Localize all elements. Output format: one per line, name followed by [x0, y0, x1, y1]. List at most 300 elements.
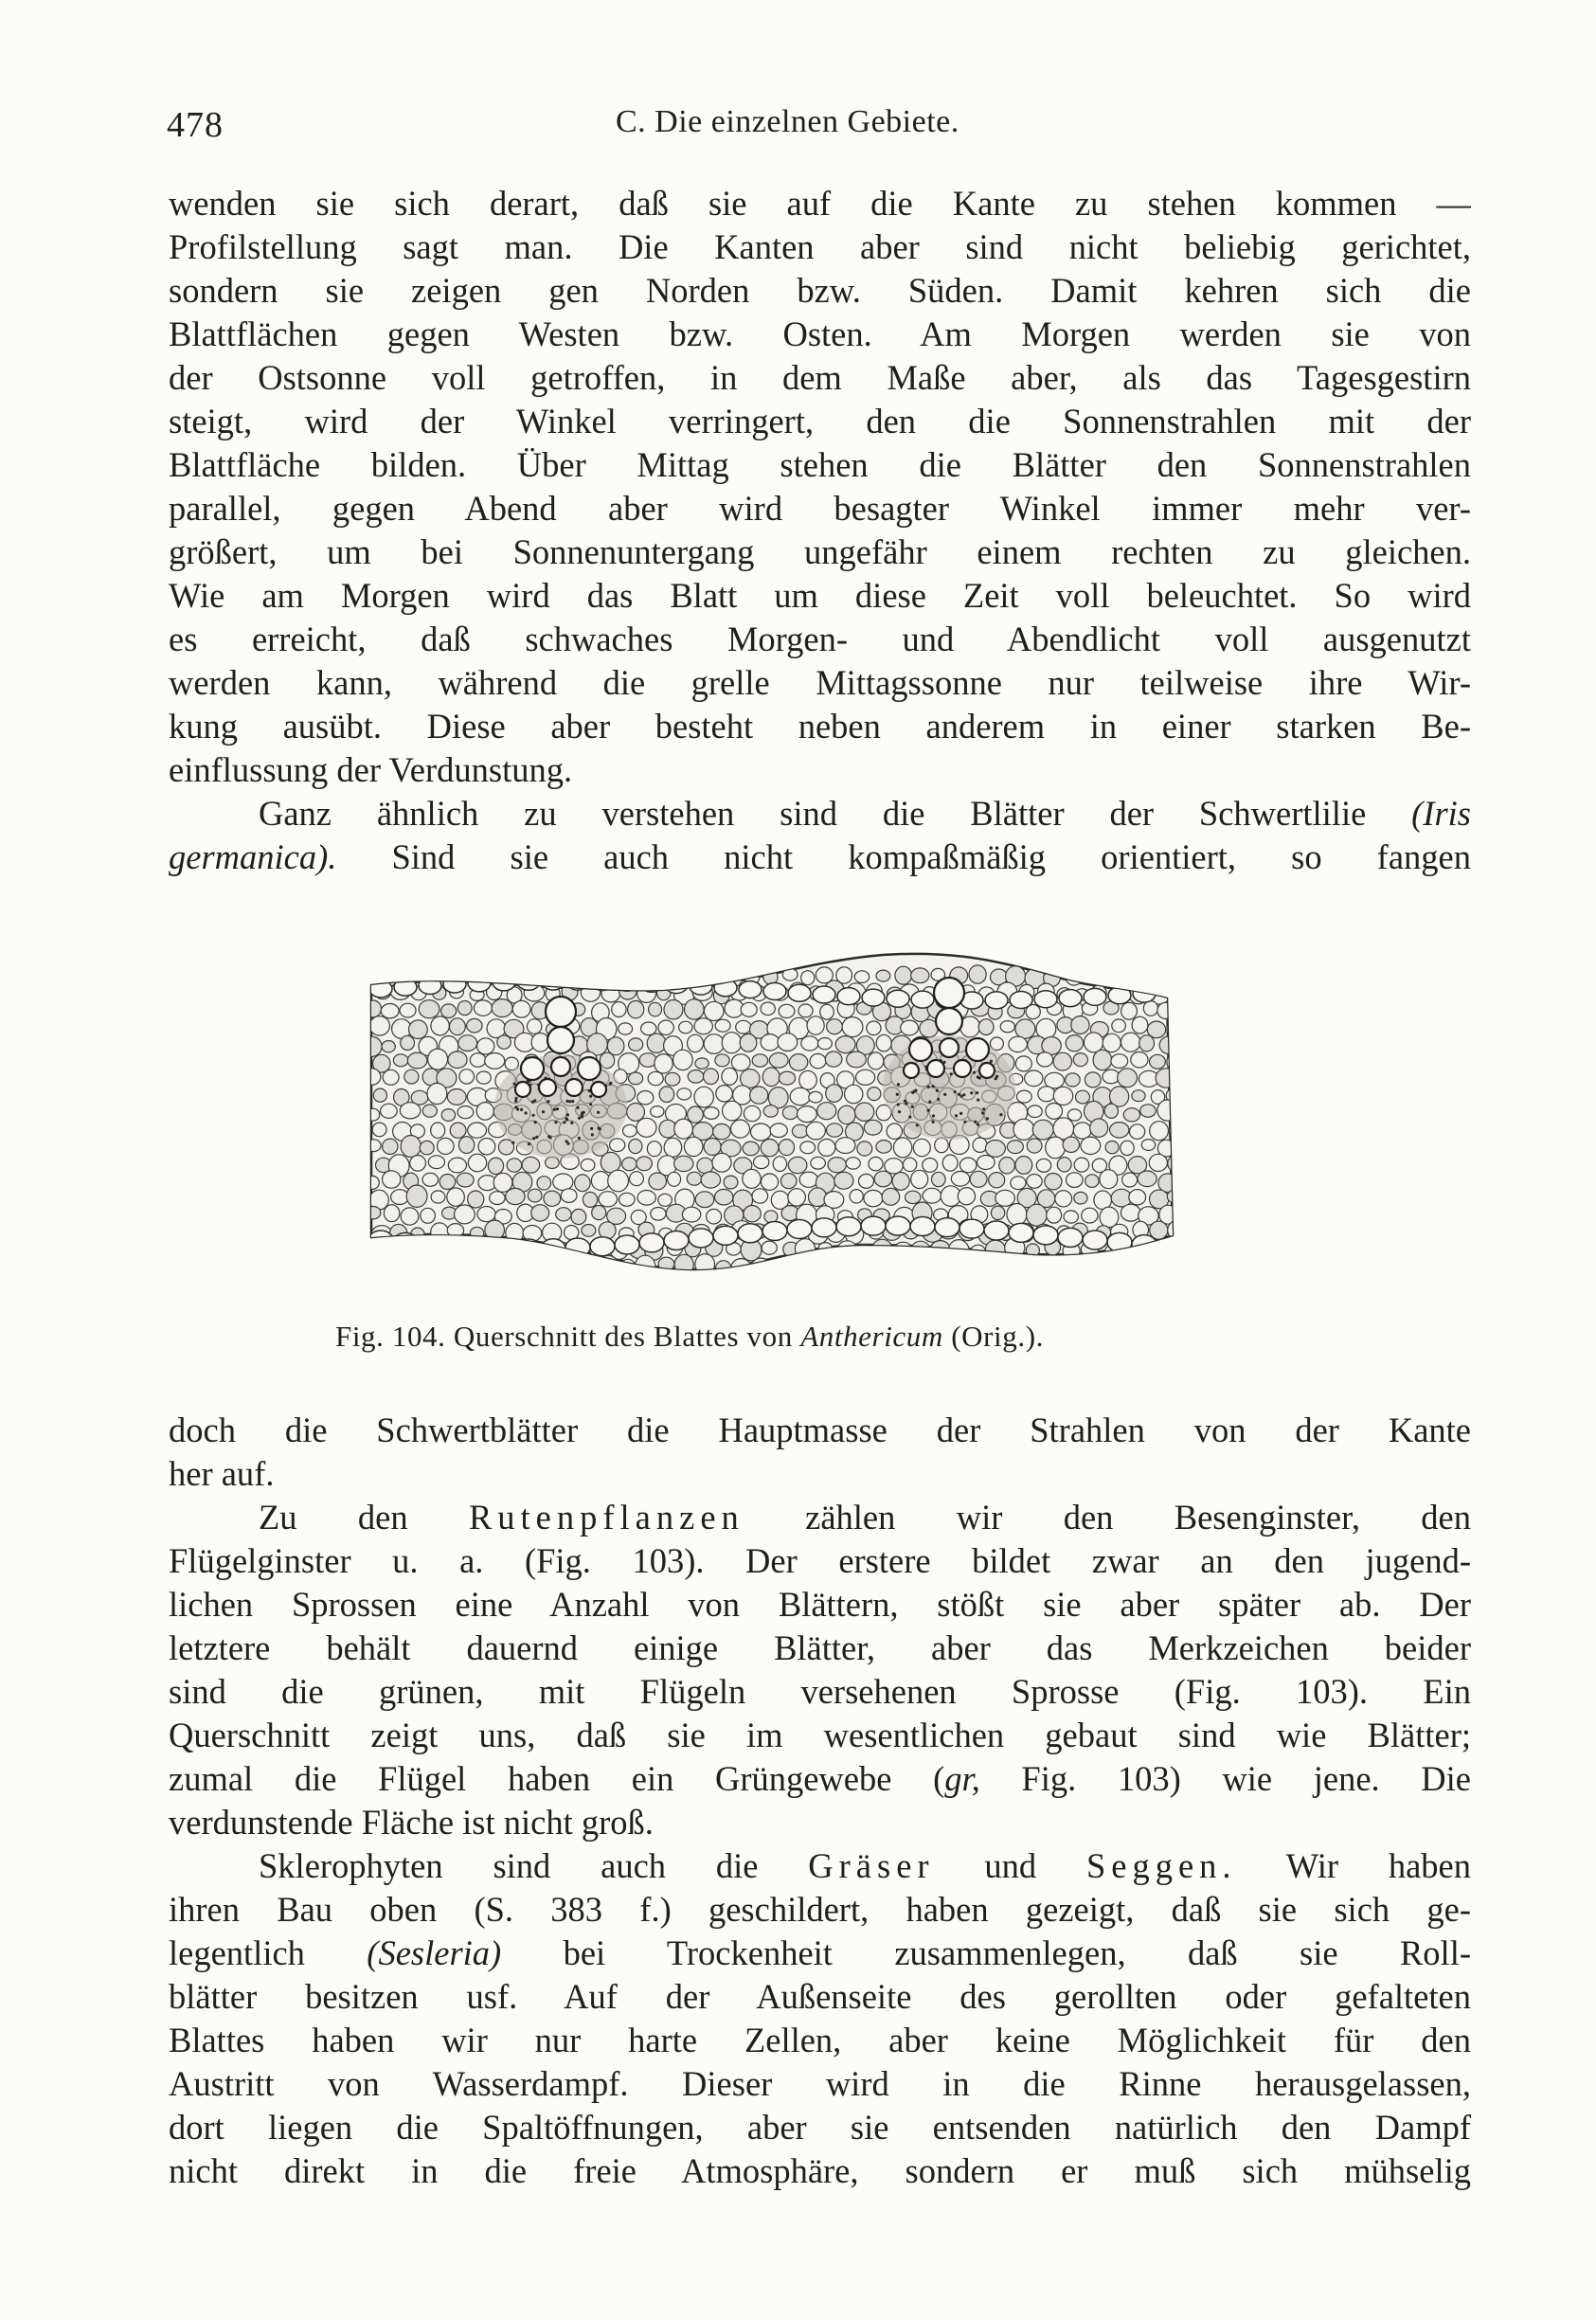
mesophyll-cell	[894, 1242, 912, 1257]
mesophyll-cell	[701, 1172, 721, 1188]
text-line: Flügelginster u. a. (Fig. 103). Der erstere bildet zwar an den jugend-	[169, 1541, 1471, 1580]
mesophyll-cell	[1067, 1109, 1081, 1121]
mesophyll-cell	[468, 1154, 486, 1172]
mesophyll-cell	[1082, 1208, 1098, 1223]
xylem-vessel	[515, 1082, 530, 1097]
mesophyll-cell	[751, 1124, 771, 1141]
epidermis-cell	[419, 977, 441, 994]
mesophyll-cell	[779, 1004, 795, 1017]
mesophyll-cell	[715, 1054, 729, 1067]
mesophyll-cell	[623, 1124, 637, 1137]
mesophyll-cell	[1027, 1204, 1048, 1226]
mesophyll-cell	[1118, 1069, 1138, 1088]
mesophyll-cell	[1149, 1154, 1167, 1171]
mesophyll-cell	[867, 1021, 881, 1035]
xylem-vessel	[551, 1057, 570, 1076]
text-line: verdunstende Fläche ist nicht groß.	[169, 1803, 654, 1842]
mesophyll-cell	[959, 1158, 977, 1173]
mesophyll-cell	[762, 1241, 777, 1254]
mesophyll-cell	[492, 999, 512, 1017]
mesophyll-cell	[383, 1171, 401, 1188]
mesophyll-cell	[715, 1019, 730, 1032]
mesophyll-cell	[999, 1158, 1015, 1174]
mesophyll-cell	[468, 1191, 484, 1208]
text-line: Profilstellung sagt man. Die Kanten aber sind nicht beliebig gerichtet,	[169, 227, 1471, 266]
mesophyll-cell	[722, 1033, 742, 1053]
mesophyll-cell	[610, 1139, 625, 1152]
text-line	[169, 1932, 1471, 1975]
mesophyll-cell	[637, 1118, 656, 1137]
text-run: Sklerophyten sind auch die	[259, 1846, 809, 1885]
text-line: Querschnitt zeigt uns, daß sie im wesentlichen gebaut sind wie Blätter;	[169, 1716, 1471, 1754]
mesophyll-cell	[525, 1259, 538, 1270]
mesophyll-cell	[1090, 1119, 1108, 1137]
mesophyll-cell	[958, 1188, 975, 1205]
mesophyll-cell	[1055, 1258, 1071, 1274]
mesophyll-cell	[798, 1004, 813, 1017]
mesophyll-cell	[695, 1058, 708, 1069]
mesophyll-cell	[498, 1140, 513, 1155]
mesophyll-cell	[778, 1034, 798, 1052]
mesophyll-cell	[532, 965, 552, 985]
mesophyll-cell	[512, 1000, 530, 1017]
mesophyll-cell	[366, 1207, 380, 1219]
mesophyll-cell	[384, 1205, 399, 1222]
phloem-dot	[542, 1110, 545, 1113]
mesophyll-cell	[1100, 1170, 1118, 1189]
mesophyll-cell	[911, 968, 929, 983]
mesophyll-cell	[761, 1002, 775, 1016]
mesophyll-cell	[363, 1069, 381, 1086]
text-line: nicht direkt in die freie Atmosphäre, sondern er muß sich mühselig	[169, 2151, 1471, 2190]
mesophyll-cell	[704, 1069, 719, 1085]
mesophyll-cell	[410, 1156, 426, 1172]
mesophyll-cell	[1139, 1035, 1155, 1052]
mesophyll-cell	[1066, 1073, 1081, 1087]
epidermis-cell	[813, 986, 835, 1003]
mesophyll-cell	[684, 1137, 703, 1156]
mesophyll-cell	[750, 1087, 768, 1104]
text-line: größert, um bei Sonnenuntergang ungefähr einem rechten zu gleichen.	[169, 532, 1471, 571]
mesophyll-cell	[704, 1034, 724, 1054]
mesophyll-cell	[612, 1002, 626, 1017]
phloem-dot	[578, 1117, 581, 1120]
epidermis-cell	[640, 975, 663, 992]
mesophyll-cell	[637, 1157, 653, 1171]
mesophyll-cell	[664, 967, 681, 983]
mesophyll-cell	[1075, 1255, 1093, 1273]
epidermis-cell	[1133, 985, 1156, 1002]
mesophyll-cell	[731, 1054, 750, 1071]
mesophyll-cell	[439, 1175, 456, 1190]
epidermis-cell	[565, 1238, 590, 1257]
mesophyll-cell	[457, 1106, 474, 1119]
mesophyll-cell	[704, 1001, 724, 1020]
mesophyll-cell	[806, 1122, 825, 1140]
mesophyll-cell	[1122, 969, 1138, 981]
mesophyll-cell	[872, 1239, 891, 1256]
mesophyll-cell	[656, 985, 671, 1000]
text-run: Ganz ähnlich zu verstehen sind die Blätter der Schwertlilie	[259, 794, 1412, 833]
mesophyll-cell	[826, 1085, 843, 1103]
mesophyll-cell	[509, 1255, 525, 1272]
mesophyll-cell	[835, 1036, 855, 1053]
xylem-vessel	[934, 978, 964, 1008]
phloem-dot	[581, 1115, 583, 1118]
mesophyll-cell	[528, 1019, 542, 1034]
mesophyll-cell	[743, 1169, 761, 1188]
mesophyll-cell	[588, 966, 609, 986]
phloem-dot	[589, 1103, 592, 1106]
mesophyll-cell	[571, 1209, 586, 1224]
epidermis-cell	[787, 1219, 812, 1238]
caption-prefix: Fig. 104. Querschnitt des Blattes von	[335, 1320, 801, 1353]
mesophyll-cell	[575, 1175, 591, 1192]
mesophyll-cell	[448, 1052, 467, 1069]
mesophyll-cell	[1032, 1120, 1053, 1140]
mesophyll-cell	[1028, 1106, 1042, 1118]
phloem-dot	[928, 1101, 931, 1104]
mesophyll-cell	[1157, 1240, 1175, 1256]
spaced-term: Rutenpflanzen	[468, 1498, 744, 1537]
phloem-dot	[547, 1135, 550, 1138]
mesophyll-cell	[507, 1159, 522, 1172]
mesophyll-cell	[450, 1018, 466, 1035]
mesophyll-cell	[556, 1208, 571, 1221]
mesophyll-cell	[367, 1108, 380, 1121]
mesophyll-cell	[744, 1206, 761, 1222]
text-run: zählen wir den Besenginster, den	[744, 1498, 1471, 1537]
phloem-dot	[970, 1091, 973, 1094]
mesophyll-cell	[391, 1190, 409, 1205]
page-header	[163, 99, 1484, 146]
mesophyll-cell	[400, 1243, 416, 1258]
mesophyll-cell	[1112, 1019, 1126, 1033]
phloem-dot	[589, 1095, 592, 1098]
phloem-dot	[532, 1137, 535, 1140]
phloem-dot	[578, 1137, 581, 1140]
mesophyll-cell	[381, 1004, 399, 1018]
mesophyll-cell	[381, 1241, 400, 1262]
epidermis-cell	[886, 1216, 910, 1235]
mesophyll-cell	[1132, 1016, 1148, 1034]
mesophyll-cell	[485, 1262, 500, 1274]
text-line: blätter besitzen usf. Auf der Außenseite des gerollten oder gefalteten	[169, 1977, 1471, 2016]
mesophyll-cell	[565, 1226, 579, 1240]
mesophyll-cell	[799, 1172, 817, 1187]
mesophyll-cell	[820, 1004, 834, 1019]
text-line: dort liegen die Spaltöffnungen, aber sie entsenden natürlich den Dampf	[169, 2108, 1471, 2147]
mesophyll-cell	[901, 1020, 919, 1035]
mesophyll-cell	[546, 1157, 560, 1168]
mesophyll-cell	[608, 1170, 629, 1192]
mesophyll-cell	[1110, 1123, 1129, 1138]
mesophyll-cell	[409, 1020, 428, 1039]
mesophyll-cell	[857, 1142, 872, 1156]
phloem-dot	[911, 1091, 914, 1094]
mesophyll-cell	[679, 1021, 692, 1034]
xylem-vessel	[927, 1060, 944, 1077]
epidermis-cell	[788, 984, 811, 1001]
epidermis-cell	[1059, 990, 1082, 1007]
mesophyll-cell	[682, 1207, 700, 1222]
epidermis-cell	[665, 977, 688, 994]
mesophyll-cell	[1015, 1157, 1032, 1175]
mesophyll-cell	[1130, 1124, 1145, 1140]
mesophyll-cell	[763, 1106, 778, 1117]
mesophyll-cell	[431, 1016, 449, 1035]
mesophyll-cell	[752, 1054, 767, 1067]
phloem-dot	[959, 1112, 962, 1115]
mesophyll-cell	[864, 1120, 882, 1135]
epidermis-cell	[418, 1235, 442, 1254]
mesophyll-cell	[779, 1140, 794, 1156]
mesophyll-cell	[951, 1172, 969, 1187]
mesophyll-cell	[923, 1159, 938, 1173]
mesophyll-cell	[1036, 1159, 1050, 1172]
mesophyll-cell	[561, 1189, 577, 1203]
mesophyll-cell	[1053, 1052, 1071, 1070]
mesophyll-cell	[895, 966, 912, 984]
mesophyll-cell	[478, 1139, 495, 1155]
mesophyll-cell	[1132, 1090, 1145, 1102]
mesophyll-cell	[807, 1016, 824, 1034]
phloem-dot	[576, 1106, 579, 1109]
mesophyll-cell	[828, 1158, 846, 1173]
xylem-vessel	[936, 1008, 962, 1034]
mesophyll-cell	[887, 1124, 902, 1139]
mesophyll-cell	[762, 1068, 780, 1087]
mesophyll-cell	[1046, 1137, 1066, 1159]
mesophyll-cell	[695, 1254, 715, 1275]
phloem-dot	[962, 1093, 965, 1096]
mesophyll-cell	[522, 1157, 540, 1173]
xylem-vessel	[909, 1038, 932, 1061]
phloem-dot	[566, 1113, 569, 1116]
xylem-vessel	[940, 1038, 959, 1057]
mesophyll-cell	[637, 1191, 655, 1206]
mesophyll-cell	[581, 1159, 595, 1171]
taxon-italic: (Iris	[1411, 794, 1471, 833]
mesophyll-cell	[837, 1241, 856, 1258]
mesophyll-cell	[694, 1018, 712, 1034]
mesophyll-cell	[677, 1088, 691, 1100]
mesophyll-cell	[477, 1038, 494, 1054]
epidermis-cell	[664, 1231, 689, 1249]
mesophyll-cell	[847, 1052, 867, 1068]
mesophyll-cell	[731, 1120, 750, 1138]
epidermis-cell	[837, 988, 860, 1005]
mesophyll-cell	[973, 1138, 987, 1152]
mesophyll-cell	[544, 1191, 561, 1206]
phloem-dot	[905, 1102, 907, 1105]
page-number: 478	[167, 105, 224, 145]
text-run: und	[934, 1846, 1086, 1885]
mesophyll-cell	[637, 1091, 654, 1105]
mesophyll-cell	[769, 1052, 788, 1068]
mesophyll-cell	[722, 1068, 738, 1085]
mesophyll-cell	[1073, 1053, 1087, 1067]
text-line: es erreicht, daß schwaches Morgen- und Abendlicht voll ausgenutzt	[169, 620, 1471, 658]
text-line: her auf.	[169, 1454, 275, 1493]
mesophyll-cell	[651, 1208, 666, 1221]
mesophyll-cell	[866, 1261, 880, 1275]
mesophyll-cell	[1157, 1100, 1177, 1121]
mesophyll-cell	[687, 1172, 701, 1185]
xylem-vessel	[966, 1038, 989, 1061]
mesophyll-cell	[432, 1259, 446, 1270]
epidermis-cell	[615, 1235, 639, 1254]
mesophyll-cell	[1057, 1158, 1071, 1172]
mesophyll-cell	[1138, 968, 1155, 982]
epidermis-cell	[762, 1221, 787, 1240]
phloem-dot	[597, 1111, 600, 1114]
mesophyll-cell	[935, 1138, 949, 1153]
phloem-dot	[898, 1110, 901, 1113]
mesophyll-cell	[995, 1190, 1015, 1206]
mesophyll-cell	[827, 1124, 843, 1137]
mesophyll-cell	[1111, 1054, 1128, 1069]
mesophyll-cell	[743, 1142, 759, 1156]
mesophyll-cell	[641, 1022, 656, 1035]
mesophyll-cell	[497, 1035, 511, 1049]
mesophyll-cell	[476, 1071, 491, 1084]
mesophyll-cell	[409, 1261, 425, 1275]
mesophyll-cell	[874, 1171, 892, 1187]
mesophyll-cell	[400, 1103, 421, 1119]
mesophyll-cell	[850, 1190, 863, 1203]
mesophyll-cell	[422, 1241, 439, 1257]
epidermis-cell	[812, 1218, 836, 1237]
mesophyll-cell	[1101, 964, 1121, 985]
epidermis-cell	[368, 1231, 393, 1249]
mesophyll-cell	[855, 1103, 874, 1121]
mesophyll-cell	[1085, 1175, 1099, 1188]
xylem-vessel	[904, 1063, 919, 1078]
text-line	[169, 1496, 1471, 1539]
mesophyll-cell	[1131, 1052, 1148, 1068]
phloem-dot	[535, 1136, 538, 1139]
abbrev-italic: gr,	[944, 1759, 980, 1798]
mesophyll-cell	[628, 1000, 644, 1017]
mesophyll-cell	[1158, 1174, 1177, 1193]
mesophyll-cell	[782, 1106, 798, 1120]
mesophyll-cell	[493, 1173, 512, 1192]
text-line: werden kann, während die grelle Mittagssonne nur teilweise ihre Wir-	[169, 663, 1471, 702]
mesophyll-cell	[1053, 1087, 1072, 1105]
phloem-dot	[571, 1100, 574, 1103]
mesophyll-cell	[1167, 1020, 1187, 1038]
mesophyll-cell	[801, 1036, 818, 1051]
mesophyll-cell	[531, 1205, 549, 1221]
mesophyll-cell	[364, 967, 381, 982]
mesophyll-cell	[458, 1137, 474, 1154]
mesophyll-cell	[592, 1206, 606, 1220]
mesophyll-cell	[779, 1071, 795, 1085]
phloem-dot	[583, 1111, 585, 1114]
phloem-dot	[973, 1071, 976, 1074]
mesophyll-cell	[978, 1019, 994, 1035]
mesophyll-cell	[876, 1034, 891, 1052]
mesophyll-cell	[428, 1049, 448, 1070]
mesophyll-cell	[859, 1174, 874, 1188]
mesophyll-cell	[809, 1188, 827, 1207]
mesophyll-cell	[1025, 1070, 1043, 1087]
mesophyll-cell	[1141, 1140, 1155, 1151]
mesophyll-cell	[1171, 985, 1187, 1002]
mesophyll-cell	[1007, 1204, 1027, 1226]
xylem-vessel	[546, 997, 576, 1027]
phloem-dot	[981, 1111, 984, 1114]
mesophyll-cell	[1015, 1056, 1031, 1071]
mesophyll-cell	[664, 1138, 682, 1157]
mesophyll-cell	[827, 1019, 843, 1034]
epidermis-cell	[763, 982, 786, 999]
mesophyll-cell	[490, 1192, 505, 1205]
mesophyll-cell	[1046, 1104, 1063, 1120]
caption-taxon: Anthericum	[800, 1320, 943, 1353]
mesophyll-cell	[985, 1141, 1005, 1158]
phloem-dot	[534, 1121, 537, 1124]
text-run: Fig. 103) wie jene. Die	[979, 1759, 1471, 1798]
mesophyll-cell	[857, 1245, 871, 1258]
mesophyll-cell	[422, 1173, 439, 1186]
mesophyll-cell	[608, 967, 628, 984]
mesophyll-cell	[1150, 1054, 1166, 1069]
mesophyll-cell	[1007, 1141, 1023, 1154]
mesophyll-cell	[457, 1173, 474, 1187]
mesophyll-cell	[1140, 1105, 1157, 1117]
mesophyll-cell	[383, 1070, 399, 1085]
mesophyll-cell	[942, 1155, 958, 1171]
mesophyll-cell	[366, 1176, 379, 1189]
mesophyll-cell	[876, 970, 890, 981]
mesophyll-cell	[393, 1054, 408, 1067]
phloem-dot	[990, 1060, 993, 1063]
mesophyll-cell	[407, 1052, 427, 1069]
mesophyll-cell	[1103, 1034, 1121, 1052]
phloem-dot	[904, 1100, 906, 1103]
mesophyll-cell	[970, 1171, 987, 1187]
figure-leaf-cross-section	[352, 936, 1290, 1305]
mesophyll-cell	[674, 1119, 693, 1139]
mesophyll-cell	[1063, 1137, 1079, 1152]
mesophyll-cell	[447, 1089, 466, 1106]
mesophyll-cell	[528, 1189, 542, 1202]
text-line: sondern sie zeigen gen Norden bzw. Süden. Damit kehren sich die	[169, 271, 1471, 310]
mesophyll-cell	[649, 1002, 662, 1016]
phloem-dot	[960, 1095, 963, 1098]
phloem-dot	[954, 1090, 957, 1093]
mesophyll-cell	[422, 967, 438, 981]
mesophyll-cell	[1076, 1090, 1090, 1104]
epidermis-cell	[935, 1218, 959, 1237]
mesophyll-cell	[932, 1172, 946, 1186]
mesophyll-cell	[1047, 1207, 1062, 1223]
mesophyll-cell	[607, 1037, 624, 1055]
phloem-dot	[932, 1085, 935, 1088]
epidermis-cell	[739, 981, 762, 998]
mesophyll-cell	[1027, 1175, 1042, 1189]
mesophyll-cell	[869, 1157, 883, 1170]
phloem-dot	[532, 1114, 535, 1117]
mesophyll-cell	[1000, 1021, 1014, 1033]
epidermis-cell	[1083, 1231, 1107, 1249]
text-line: Blattflächen gegen Westen bzw. Osten. Am Morgen werden sie von	[169, 315, 1471, 353]
mesophyll-cell	[780, 1174, 797, 1189]
mesophyll-cell	[1073, 1123, 1091, 1139]
epidermis-cell	[959, 1219, 984, 1238]
